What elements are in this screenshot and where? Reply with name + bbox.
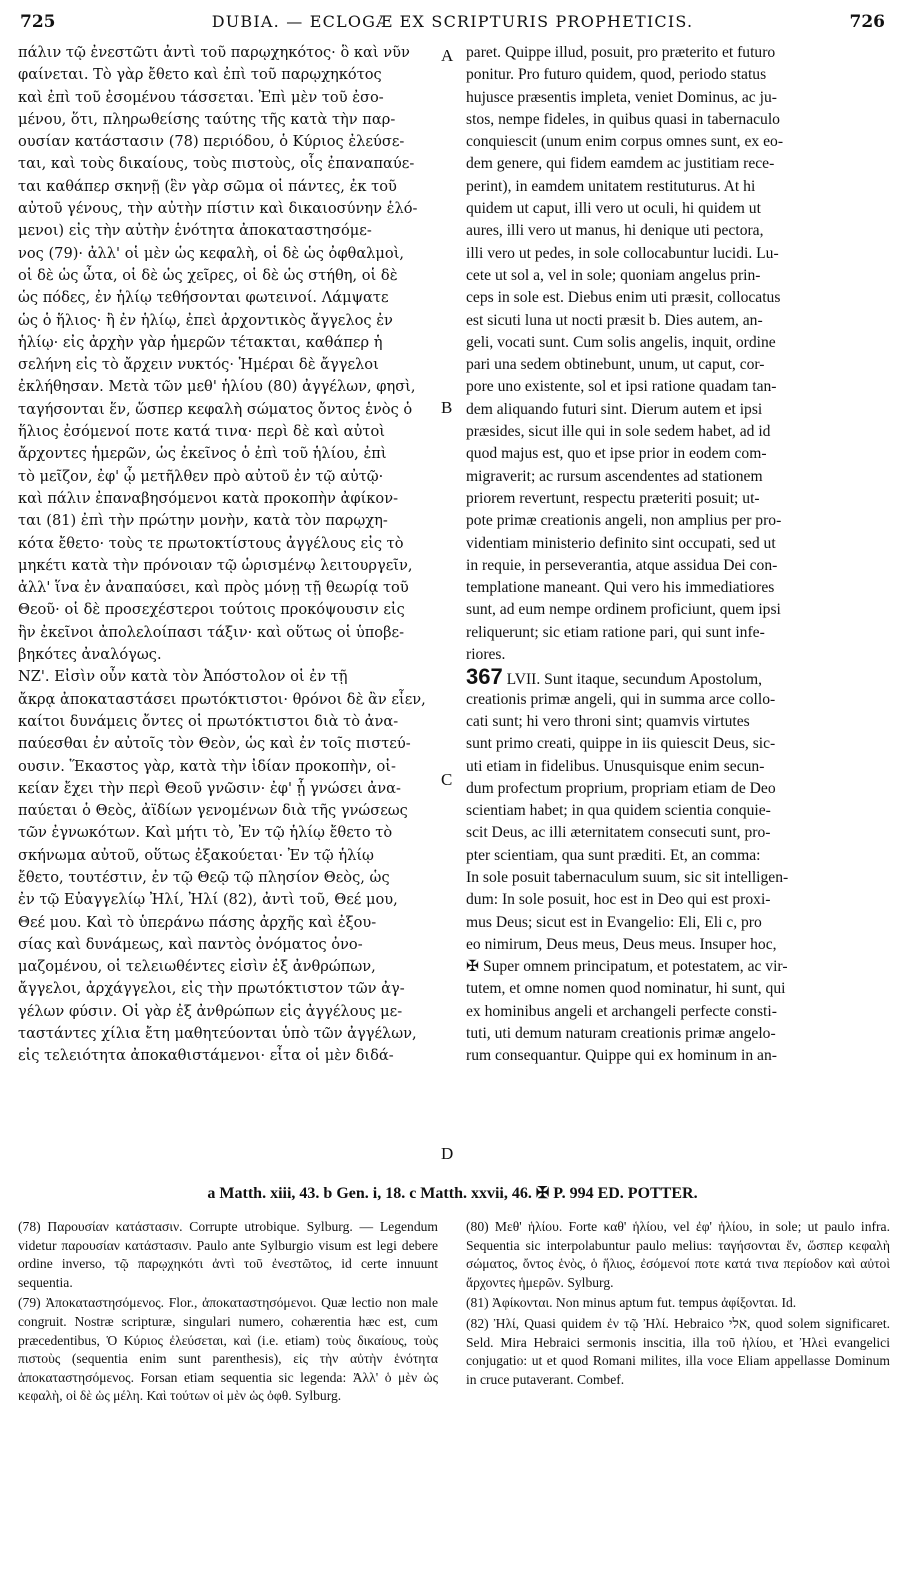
running-title: DUBIA. — ECLOGÆ EX SCRIPTURIS PROPHETICIS.	[211, 12, 694, 31]
latin-text-line: dum: In sole posuit, hoc est in Deo qui est proxi-	[466, 891, 771, 909]
greek-text-line: καίτοι δυνάμεις ὄντες οἱ πρωτόκτιστοι διὰ τὸ ἀνα-	[18, 712, 399, 730]
latin-text-line: pari una sedem obtinebunt, unum, ut caput, cor-	[466, 356, 765, 374]
latin-text-line: scit Deus, ac illi æternitatem consecuti sunt, pro-	[466, 824, 771, 842]
greek-text-line: αὐτοῦ γένους, τὴν αὐτὴν πίστιν καὶ δικαιοσύνην ἑλό-	[18, 200, 418, 218]
scripture-references: a Matth. xiii, 43. b Gen. i, 18. c Matth. xxvii, 46. ✠ P. 994 ED. POTTER.	[207, 1185, 698, 1202]
greek-text-line: ται, καὶ τοὺς δικαίους, τοὺς πιστοὺς, οἷς ἐπαναπαύε-	[18, 155, 415, 173]
greek-text-line: Θεοῦ· οἱ δὲ προσεχέστεροι τούτοις προκόψουσιν εἰς	[18, 601, 405, 619]
greek-text-line: ἀλλ' ἵνα ἐν ἀναπαύσει, καὶ πρὸς μόνῃ τῇ θεωρίᾳ τοῦ	[18, 579, 409, 597]
latin-text-line: stos, nempe fideles, in quibus quasi in tabernaculo	[466, 110, 780, 128]
latin-text-line: ponitur. Pro futuro quidem, quod, periodo status	[466, 66, 767, 84]
latin-text-line: uti etiam in fidelibus. Unusquisque enim secun-	[466, 757, 765, 775]
margin-letter-c: C	[441, 770, 453, 789]
greek-text-line: ἐν τῷ Εὐαγγελίῳ Ἠλί, Ἠλί (82), ἀντὶ τοῦ, Θεέ μου,	[18, 891, 398, 909]
footnote: (78) Παρουσίαν κατάστασιν. Corrupte utrobique. Sylburg. — Legendum videtur παρουσίαν κατάστασιν. Paulo ante Sylburgio visum est legi debere ordine inverso, τῷ παρῳχηκότι ἀντὶ τοῦ ἐνεστῶτος, id certe innuunt sequentia.	[18, 1219, 438, 1290]
latin-text-line: ex hominibus angeli et archangeli perfecte consti-	[466, 1002, 777, 1020]
greek-text-line: ὡς ὁ ἥλιος· ἢ ἐν ἡλίῳ, ἐπεὶ ἀρχοντικὸς ἄγγελος ἐν	[18, 311, 393, 329]
latin-text-line: dem aliquando futuri sint. Dierum autem et ipsi	[466, 400, 763, 418]
footnotes-left	[18, 1218, 438, 1588]
greek-text-line: οἱ δὲ ὡς ὦτα, οἱ δὲ ὡς χεῖρες, οἱ δὲ ὡς στήθη, οἱ δὲ	[18, 266, 398, 284]
page-number-right: 726	[849, 12, 885, 32]
latin-text-line: migraverit; ac rursum ascendentes ad stationem	[466, 467, 763, 485]
latin-text-line: mus Deus; sicut est in Evangelio: Eli, Eli c, pro	[466, 913, 762, 931]
latin-text-line: sunt primo creati, quippe in iis quiescit Deus, sic-	[466, 735, 776, 753]
greek-text-line: μαζομένου, οἱ τελειωθέντες εἰσὶν ἐξ ἀνθρώπων,	[18, 958, 376, 976]
latin-text-line: templatione maneant. Qui vero his immediatiores	[466, 579, 775, 597]
greek-text-line: τὸ μεῖζον, ἐφ' ᾧ μετῆλθεν πρὸ αὐτοῦ ἐν τῷ αὐτῷ·	[18, 467, 384, 485]
latin-text-line: sunt, ad eum nempe ordinem proficiunt, quem ipsi	[466, 601, 781, 619]
page-header	[18, 12, 887, 38]
latin-text-line: creationis primæ angeli, qui in summa arce collo-	[466, 690, 776, 708]
margin-letter-a: A	[441, 46, 454, 65]
greek-text-line: νος (79)· ἀλλ' οἱ μὲν ὡς κεφαλὴ, οἱ δὲ ὡς ὀφθαλμοὶ,	[18, 244, 405, 262]
greek-text-line: ταγήσονται ἕν, ὥσπερ κεφαλὴ σώματος ὄντος ἑνὸς ὁ	[18, 400, 413, 418]
latin-text-line: perint), in eamdem unitatem restituturus. At hi	[466, 177, 756, 195]
greek-text-line: εἰς τελειότητα ἀποκαθιστάμενοι· εἶτα οἱ μὲν διδά-	[18, 1047, 394, 1065]
latin-text-line: cete ut sol a, vel in sole; quoniam angelus prin-	[466, 266, 761, 284]
greek-text-line: τῶν ἐγνωκότων. Καὶ μήτι τὸ, Ἐν τῷ ἡλίῳ ἔθετο τὸ	[18, 824, 393, 842]
greek-text-line: ἡλίῳ· εἰς ἀρχὴν γὰρ ἡμερῶν τέτακται, καθάπερ ἡ	[18, 333, 383, 351]
greek-text-line: γέλων φύσιν. Οἱ γὰρ ἐξ ἀνθρώπων εἰς ἀγγέλους με-	[18, 1002, 403, 1020]
greek-text-line: κείαν ἔχει τὴν περὶ Θεοῦ γνῶσιν· ἐφ' ᾗ γνώσει ἀνα-	[18, 779, 401, 797]
latin-text-line: ceps in sole est. Diebus enim uti præsit, collocatus	[466, 289, 781, 307]
latin-text-line: tutem, et omne nomen quod nominatur, hi sunt, qui	[466, 980, 786, 998]
greek-text-line: ἄκρᾳ ἀποκαταστάσει πρωτόκτιστοι· θρόνοι δὲ ἂν εἶεν,	[18, 690, 426, 708]
latin-text-line: aures, illi vero ut manus, hi denique uti pectora,	[466, 222, 764, 240]
page-number-left: 725	[20, 12, 56, 32]
greek-text-line: φαίνεται. Τὸ γὰρ ἔθετο καὶ ἐπὶ τοῦ παρῳχηκότος	[18, 66, 382, 84]
latin-text-column	[466, 42, 890, 1172]
latin-text-line	[466, 666, 890, 688]
latin-text-line: rum consequantur. Quippe qui ex hominum in an-	[466, 1047, 777, 1065]
greek-text-line: ἔθετο, τουτέστιν, ἐν τῷ Θεῷ τῷ πλησίον Θεὸς, ὡς	[18, 868, 390, 886]
greek-text-line: ται καθάπερ σκηνῇ (ἓν γὰρ σῶμα οἱ πάντες, ἐκ τοῦ	[18, 177, 397, 195]
latin-text-line: videntiam ministerio definito sint occupati, sed ut	[466, 534, 776, 552]
latin-text-line: reliquerunt; sic etiam ratione pari, qui sunt infe-	[466, 623, 765, 641]
footnotes-right	[466, 1218, 890, 1588]
margin-letter-d: D	[441, 1144, 454, 1163]
latin-text-line: pore uno existente, sol et ipsi ratione quadam tan-	[466, 378, 777, 396]
latin-text-line: priorem revertunt, respectu præteriti posuit; ut-	[466, 489, 760, 507]
greek-text-line: ταστάντες χίλια ἔτη μαθητεύονται ὑπὸ τῶν ἀγγέλων,	[18, 1025, 417, 1043]
section-number: 367	[466, 666, 503, 689]
greek-text-line: ουσίαν κατάστασιν (78) περιόδου, ὁ Κύριος ἐλεύσε-	[18, 133, 405, 151]
greek-text-line: σελήνη εἰς τὸ ἄρχειν νυκτός· Ἡμέραι δὲ ἄγγελοι	[18, 356, 379, 374]
footnote: (79) Ἀποκαταστησόμενος. Flor., ἀποκαταστησόμενοι. Quæ lectio non male congruit. Nostræ scripturæ, singulari numero, cohærentia hæc est, cum præcedentibus, Ὁ Κύριος ἐλεύσεται, καὶ (i.e. etiam) τοὺς δικαίους, τοὺς πιστοὺς (sequentia enim sunt parenthesis), εἰς τὴν αὐτὴν ἑνότητα ἀποκαταστησόμενος. Forsan etiam sequentia sic legenda: Ἀλλ' ὁ μὲν ὡς κεφαλὴ, οἱ δὲ ὡς μέλη. Καὶ τούτων οἱ μὲν ὡς ὀφθ. Sylburg.	[18, 1295, 438, 1404]
latin-text-line: pter scientiam, qua sunt præditi. Et, an comma:	[466, 846, 761, 864]
latin-text-line: cati sunt; hi vero throni sint; quamvis virtutes	[466, 712, 750, 730]
greek-text-line: ἣν ἐκεῖνοι ἀπολελοίπασι τάξιν· καὶ οὕτως οἱ ὑποβε-	[18, 623, 405, 641]
greek-text-line: πάλιν τῷ ἐνεστῶτι ἀντὶ τοῦ παρῳχηκότος· ὃ καὶ νῦν	[18, 44, 410, 61]
greek-text-column	[18, 42, 438, 1172]
text-line-content: LVII. Sunt itaque, secundum Apostolum,	[502, 671, 763, 689]
greek-text-line: κότα ἔθετο· τοὺς τε πρωτοκτίστους ἀγγέλους εἰς τὸ	[18, 534, 404, 552]
latin-text-line: eo nimirum, Deus meus, Deus meus. Insuper hoc,	[466, 935, 777, 953]
latin-text-line: est sicuti luna ut nocti præsit b. Dies autem, an-	[466, 311, 763, 329]
latin-text-line: præsides, sicut ille qui in sole sedem habet, ad id	[466, 423, 771, 441]
greek-text-line: ται (81) ἐπὶ τὴν πρώτην μονὴν, κατὰ τὸν παρῳχη-	[18, 512, 388, 530]
latin-text-line: geli, vocati sunt. Cum solis angelis, inquit, ordine	[466, 333, 776, 351]
latin-text-line: hujusce præsentis impleta, veniet Dominus, ac ju-	[466, 88, 777, 106]
greek-text-line: παύεσθαι ἐν αὐτοῖς τὸν Θεὸν, ὡς καὶ ἐν τοῖς πιστεύ-	[18, 735, 411, 753]
greek-text-line: ἄγγελοι, ἀρχάγγελοι, εἰς τὴν πρωτόκτιστον τῶν ἀγ-	[18, 980, 405, 998]
latin-text-line: ✠ Super omnem principatum, et potestatem, ac vir-	[466, 958, 788, 976]
greek-text-line: καὶ πάλιν ἐπαναβησόμενοι κατὰ προκοπὴν ἀφίκον-	[18, 489, 399, 507]
greek-text-line: Θεέ μου. Καὶ τὸ ὑπεράνω πάσης ἀρχῆς καὶ ἐξου-	[18, 913, 377, 931]
latin-text-line: scientiam habet; in qua quidem scientia conquie-	[466, 802, 771, 820]
latin-text-line: riores.	[466, 646, 506, 664]
greek-text-line: μηκέτι κατὰ τὴν πρόνοιαν τῷ ὡρισμένῳ λειτουργεῖν,	[18, 556, 413, 574]
greek-text-line: σίας καὶ δυνάμεως, καὶ παντὸς ὀνόματος ὀνο-	[18, 935, 363, 953]
greek-text-line: ἐκλήθησαν. Μετὰ τῶν μεθ' ἡλίου (80) ἀγγέλων, φησὶ,	[18, 378, 416, 396]
greek-text-line: μένου, ὅτι, πληρωθείσης ταύτης τῆς κατὰ τὴν παρ-	[18, 110, 396, 128]
latin-text-line: conquiescit (unum enim corpus omnes sunt, ex eo-	[466, 133, 784, 151]
greek-text-line: ΝΖ'. Εἰσὶν οὖν κατὰ τὸν Ἀπόστολον οἱ ἐν τῇ	[18, 668, 348, 686]
margin-letter-b: B	[441, 398, 453, 417]
footnote: (81) Ἀφίκονται. Non minus aptum fut. tempus ἀφίξονται. Id.	[466, 1295, 797, 1311]
greek-text-line: σκήνωμα αὐτοῦ, οὕτως ἐξακούεται· Ἐν τῷ ἡλίῳ	[18, 846, 374, 864]
footnote: (82) Ἠλί, Quasi quidem ἐν τῷ Ἠλί. Hebraico אלי, quod solem significaret. Seld. Mira Hebraici sermonis inscitia, illa τοῦ ἡλίου, et Ἠλεὶ evangelici conjugatio: ut et quod Romani milites, illa voce Eliam appellasse Dominum in cruce putaverant. Combef.	[466, 1315, 890, 1387]
greek-text-line: παύεται ὁ Θεὸς, ἀϊδίων γενομένων διὰ τῆς γνώσεως	[18, 802, 408, 820]
latin-text-line: pote primæ creationis angeli, non amplius per pro-	[466, 512, 782, 530]
footnote: (80) Μεθ' ἡλίου. Forte καθ' ἡλίου, vel ἐφ' ἡλίου, in sole; ut paulo infra. Sequentia sic interpolabuntur paulo melius: ταγήσονται ἕν, ὥσπερ κεφαλὴ σώματος, ὄντος ἑνὸς, ὁ ἥλιος, ἐσόμενοί ποτε κατά τινα περίοδον καὶ αὐτοὶ ἄρχοντες ἡμερῶν. Sylburg.	[466, 1219, 890, 1290]
latin-text-line: quidem ut caput, illi vero ut oculi, hi quidem ut	[466, 200, 761, 218]
greek-text-line: βηκότες ἀναλόγως.	[18, 646, 162, 664]
latin-text-line: paret. Quippe illud, posuit, pro præterito et futuro	[466, 44, 776, 61]
latin-text-line: tuti, uti demum naturam creationis primæ angelo-	[466, 1025, 776, 1043]
greek-text-line: μενοι) εἰς τὴν αὐτὴν ἑνότητα ἀποκαταστησόμε-	[18, 222, 372, 240]
greek-text-line: ἄρχοντες ἡμερῶν, ὡς ἐκεῖνος ὁ ἐπὶ τοῦ ἡλίου, ἐπὶ	[18, 445, 387, 463]
latin-text-line: In sole posuit tabernaculum suum, sic sit intelligen-	[466, 868, 789, 886]
latin-text-line: dem genere, qui fidem eamdem ac justitiam rece-	[466, 155, 775, 173]
greek-text-line: ουσιν. Ἕκαστος γὰρ, κατὰ τὴν ἰδίαν προκοπὴν, οἰ-	[18, 757, 396, 775]
greek-text-line: καὶ ἐπὶ τοῦ ἐσομένου τάσσεται. Ἐπὶ μὲν τοῦ ἐσο-	[18, 88, 384, 106]
latin-text-line: dum profectum proprium, propriam etiam de Deo	[466, 779, 776, 797]
latin-text-line: illi vero ut pedes, in sole collocabuntur lucidi. Lu-	[466, 244, 779, 262]
greek-text-line: ἥλιος ἐσόμενοί ποτε κατά τινα· περὶ δὲ καὶ αὐτοὶ	[18, 423, 385, 441]
latin-text-line: in requie, in perseverantia, atque assidua Dei con-	[466, 556, 778, 574]
latin-text-line: quod majus est, quo et ipse prior in eodem com-	[466, 445, 767, 463]
greek-text-line: ὡς πόδες, ἐν ἡλίῳ τεθήσονται φωτεινοί. Λάμψατε	[18, 289, 389, 307]
